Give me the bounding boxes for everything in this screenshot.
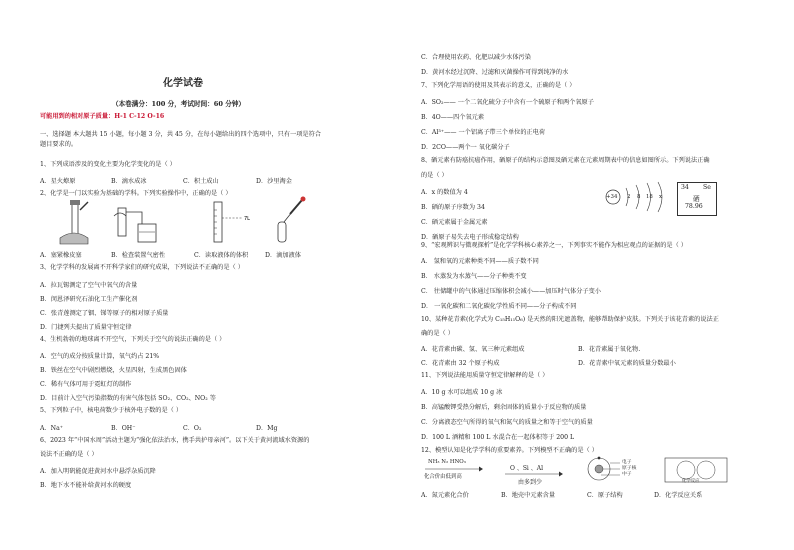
se-atomic-number: 34 [681, 184, 689, 191]
q9-option-c[interactable]: C． 往储罐中的气体通过压缩体积会减小——加压时气体分子变小 [421, 288, 601, 295]
question-10: 10、某种花青素(化学式为 C₁₅H₁₁O₆) 是天然的阳光遮盖物，能够帮助保护皮肤。下列关于该花青素的说法正 [421, 316, 719, 323]
q1-option-b[interactable]: B．滴水成冰 [111, 178, 147, 185]
q11-option-d[interactable]: D．100 L 酒精和 100 L 水混合在一起体积等于 200 L [421, 434, 575, 441]
se-name: 硒 [693, 195, 700, 203]
q12-option-c[interactable]: C．原子结构 [587, 492, 623, 499]
q8-option-d[interactable]: D．硒原子易失去电子形成稳定结构 [421, 234, 519, 241]
model-d-label: 化学反应 [682, 479, 700, 484]
q7-option-d[interactable]: D．2CO——两个一 氧化碳分子 [421, 144, 510, 151]
q3-option-b[interactable]: B．闵恩泽研究石油化工生产催化剂 [40, 296, 138, 303]
q10-option-b[interactable]: B．花青素属于氧化物. [578, 346, 641, 353]
q7-option-a[interactable]: A．SO₂—— 一个二氧化硫分子中含有一个硫原子和两个氧原子 [421, 99, 594, 106]
question-10-cont: 确的是（ ） [421, 330, 454, 337]
q8-option-c[interactable]: C．硒元素属于金属元素 [421, 219, 488, 226]
model-a-top: NH₃ N₂ HNO₃ [428, 459, 466, 465]
rubber-stopper-figure [58, 198, 90, 246]
q11-option-c[interactable]: C．分离液态空气所得的氧气和氮气的质量之和等于空气的质量 [421, 419, 593, 426]
question-6: 6、2023 年“中国水周”活动主题为“强化依法治水，携手共护母亲河”。以下关于黄河流域水资源的 [40, 437, 310, 444]
model-a-bottom: 化合价由低到高 [424, 474, 462, 480]
q2-option-d[interactable]: D．滴加液体 [265, 252, 301, 259]
atomic-mass-note: 可能用到的相对原子质量：H-1 C-12 O-16 [40, 113, 165, 120]
q10-option-a[interactable]: A．花青素由碳、氢、氧三种元素组成 [421, 346, 525, 353]
read-volume-figure [208, 200, 254, 246]
question-7: 7、下列化学用语的使用及其表示的意义，正确的是（ ） [421, 82, 576, 89]
question-6-cont: 说法不正确的是（ ） [40, 451, 98, 458]
q12-option-d[interactable]: D．化学反应关系 [654, 492, 703, 499]
question-3: 3、化学学科的发展离不开科学家们的研究成果，下列说法不正确的是（ ） [40, 264, 244, 271]
q5-option-a[interactable]: A．Na⁺ [40, 425, 64, 432]
section-heading-cont: 题目要求的。 [40, 141, 78, 148]
se-shell-2: 8 [637, 194, 641, 200]
q3-option-c[interactable]: C．张青莲测定了铟、锑等原子的相对原子质量 [40, 310, 169, 317]
q5-option-c[interactable]: C．O₂ [183, 425, 202, 432]
q4-option-b[interactable]: B．铁丝在空气中剧烈燃烧，火星四射，生成黑色固体 [40, 367, 187, 374]
q6-option-d[interactable]: D．黄河水经过沉降、过滤和灭菌操作可得到纯净的水 [421, 69, 569, 76]
q1-option-d[interactable]: D．沙里淘金 [256, 178, 292, 185]
section-heading: 一、选择题 本大题共 15 小题，每小题 3 分，共 45 分，在每小题给出的四个选项中，只有一项是符合 [40, 131, 321, 138]
question-5: 5、下列粒子中，核电荷数少于核外电子数的是（ ） [40, 407, 183, 414]
q7-option-b[interactable]: B．4O——四个氧元素 [421, 114, 485, 121]
question-4: 4、生机勃勃的地球离不开空气，下列关于空气的说法正确的是（ ） [40, 336, 226, 343]
q9-option-b[interactable]: B． 水蒸发为水蒸气——分子种类不变 [421, 273, 527, 280]
q12-option-a[interactable]: A．氮元素化合价 [421, 492, 469, 499]
q6-option-a[interactable]: A．加入明矾能促进黄河水中悬浮杂质沉降 [40, 468, 156, 475]
svg-text:7L: 7L [244, 216, 250, 222]
se-shell-4: x [659, 194, 663, 200]
se-symbol: Se [703, 184, 711, 191]
q11-option-a[interactable]: A．10 g 水可以组成 10 g 冰 [421, 389, 503, 396]
q1-option-c[interactable]: C．积土成山 [183, 178, 219, 185]
se-nucleus: +34 [606, 194, 618, 200]
q9-option-d[interactable]: D． 一氧化碳和二氧化碳化学性质不同——分子构成不同 [421, 303, 577, 310]
question-8: 8、硒元素有防癌抗癌作用，硒原子的结构示意图及硒元素在元素周期表中的信息如图所示。下列说法正确 [421, 157, 710, 164]
dropper-figure [272, 196, 308, 246]
q6-option-b[interactable]: B．地下水不能补给黄河水的硬度 [40, 482, 132, 489]
q8-option-b[interactable]: B．硒的原子序数为 34 [421, 204, 485, 211]
q10-option-d[interactable]: D．花青素中氧元素的质量分数最小 [578, 360, 676, 367]
model-b-bottom: 由多到少 [518, 479, 543, 486]
q4-option-d[interactable]: D．目前计入空气污染指数的有害气体包括 SO₂、CO₂、NO₂ 等 [40, 395, 216, 402]
q10-option-c[interactable]: C．花青素由 32 个原子构成 [421, 360, 500, 367]
se-mass: 78.96 [685, 203, 703, 210]
q3-option-d[interactable]: D．门捷列夫提出了质量守恒定律 [40, 324, 132, 331]
airtight-check-figure [112, 202, 164, 246]
model-c-label-2: 原子核 [622, 466, 637, 471]
question-1: 1、下列成语涉及的变化主要为化学变化的是（ ） [40, 161, 176, 168]
model-c-atom [586, 456, 646, 482]
model-c-label-3: 中子 [622, 472, 632, 477]
q9-option-a[interactable]: A． 氢和氧的元素种类不同——质子数不同 [421, 258, 539, 265]
q7-option-c[interactable]: C．Al³⁺—— 一个铝离子带三个单位的正电荷 [421, 129, 546, 136]
model-b-top: O 、Si 、Al [510, 465, 544, 472]
page-title: 化学试卷 [163, 78, 203, 89]
q8-option-a[interactable]: A．x 的数值为 4 [421, 189, 468, 196]
q5-option-b[interactable]: B．OH⁻ [111, 425, 136, 432]
se-shell-3: 18 [646, 194, 653, 200]
question-8-cont: 的是（ ） [421, 172, 448, 179]
exam-subtitle: （本卷满分：100 分，考试时间：60 分钟） [112, 100, 246, 108]
q11-option-b[interactable]: B．高锰酸钾受热分解后，剩余固体的质量小于反应物的质量 [421, 404, 587, 411]
q1-option-a[interactable]: A．星火燎原 [40, 178, 76, 185]
question-2: 2、化学是一门以实验为基础的学科。下列实验操作中，正确的是（ ） [40, 190, 232, 197]
q5-option-d[interactable]: D．Mg [256, 425, 278, 432]
q3-option-a[interactable]: A．拉瓦锡测定了空气中氧气的含量 [40, 282, 138, 289]
q12-option-b[interactable]: B．地壳中元素含量 [501, 492, 556, 499]
q4-option-c[interactable]: C．稀有气体可用于霓虹灯的制作 [40, 381, 132, 388]
model-c-label-1: 电子 [622, 460, 632, 465]
q6-option-c[interactable]: C．合理使用农药、化肥以减少水体污染 [421, 54, 531, 61]
q2-option-b[interactable]: B．检查装置气密性 [111, 252, 166, 259]
q2-option-a[interactable]: A．塞紧橡皮塞 [40, 252, 82, 259]
se-shell-1: 2 [627, 194, 631, 200]
question-12: 12、模型认知是化学学科的重要素养。下列模型不正确的是（ ） [421, 447, 598, 454]
question-11: 11、下列说法能用质量守恒定律解释的是（ ） [421, 372, 549, 379]
question-9: 9、“宏观辨识与微观探析”是化学学科核心素养之一，下列事实不能作为相应观点的证据的是（ ） [421, 242, 687, 249]
q4-option-a[interactable]: A．空气的成分按质量计算，氧气约占 21% [40, 353, 160, 360]
q2-option-c[interactable]: C．读取液体的体积 [194, 252, 249, 259]
